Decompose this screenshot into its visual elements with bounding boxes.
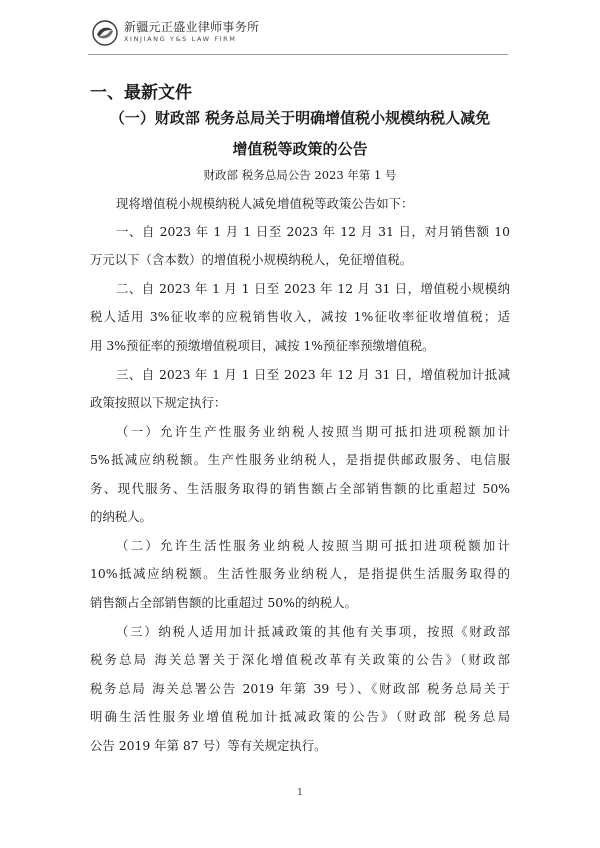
document-title-line-2: 增值税等政策的公告 [232, 140, 368, 158]
body-line: 税人适用 3%征收率的应税销售收入，减按 1%征收率征收增值税；适 [90, 309, 510, 324]
body-line: 政策按照以下规定执行： [90, 395, 227, 410]
body-line: 10%抵减应纳税额。生活性服务业纳税人，是指提供生活服务取得的 [90, 566, 510, 581]
firm-logo-icon [92, 20, 118, 46]
page-number: 1 [297, 788, 303, 798]
body-line: 税务总局 海关总署关于深化增值税改革有关政策的公告》（财政部 [90, 652, 510, 667]
body-line: 三、自 2023 年 1 月 1 日至 2023 年 12 月 31 日，增值税加计抵减 [116, 367, 510, 382]
letterhead [0, 0, 600, 62]
body-line: 务、现代服务、生活服务取得的销售额占全部销售额的比重超过 50% [90, 481, 510, 496]
body-line: 万元以下（含本数）的增值税小规模纳税人，免征增值税。 [90, 252, 413, 267]
body-line: 税务总局 海关总署公告 2019 年第 39 号）、《财政部 税务总局关于 [90, 681, 510, 696]
firm-name-cn: 新疆元正盛业律师事务所 [124, 20, 260, 34]
body-line: 一、自 2023 年 1 月 1 日至 2023 年 12 月 31 日，对月销售额 10 [116, 224, 510, 239]
body-line: （二）允许生活性服务业纳税人按照当期可抵扣进项税额加计 [116, 538, 510, 553]
body-line: 5%抵减应纳税额。生产性服务业纳税人，是指提供邮政服务、电信服 [90, 452, 510, 467]
body-line: 二、自 2023 年 1 月 1 日至 2023 年 12 月 31 日，增值税小规模纳 [116, 281, 510, 296]
body-line: 的纳税人。 [90, 509, 152, 524]
body-line: 销售额占全部销售额的比重超过 50%的纳税人。 [90, 595, 357, 610]
document-title-line-1: （一）财政部 税务总局关于明确增值税小规模纳税人减免 [109, 109, 491, 127]
firm-name-en: XINJIANG Y&S LAW FIRM [124, 35, 237, 43]
document-number: 财政部 税务总局公告 2023 年第 1 号 [203, 168, 397, 182]
body-line: 公告 2019 年第 87 号）等有关规定执行。 [90, 738, 327, 753]
body-line: （三）纳税人适用加计抵减政策的其他有关事项，按照《财政部 [116, 624, 510, 639]
body-line: 现将增值税小规模纳税人减免增值税等政策公告如下： [116, 196, 414, 211]
section-title: 一、最新文件 [90, 83, 192, 103]
body-line: 明确生活性服务业增值税加计抵减政策的公告》（财政部 税务总局 [90, 709, 510, 724]
body-line: （一）允许生产性服务业纳税人按照当期可抵扣进项税额加计 [116, 424, 510, 439]
header-divider [88, 54, 508, 55]
body-line: 用 3%预征率的预缴增值税项目，减按 1%预征率预缴增值税。 [90, 338, 435, 353]
